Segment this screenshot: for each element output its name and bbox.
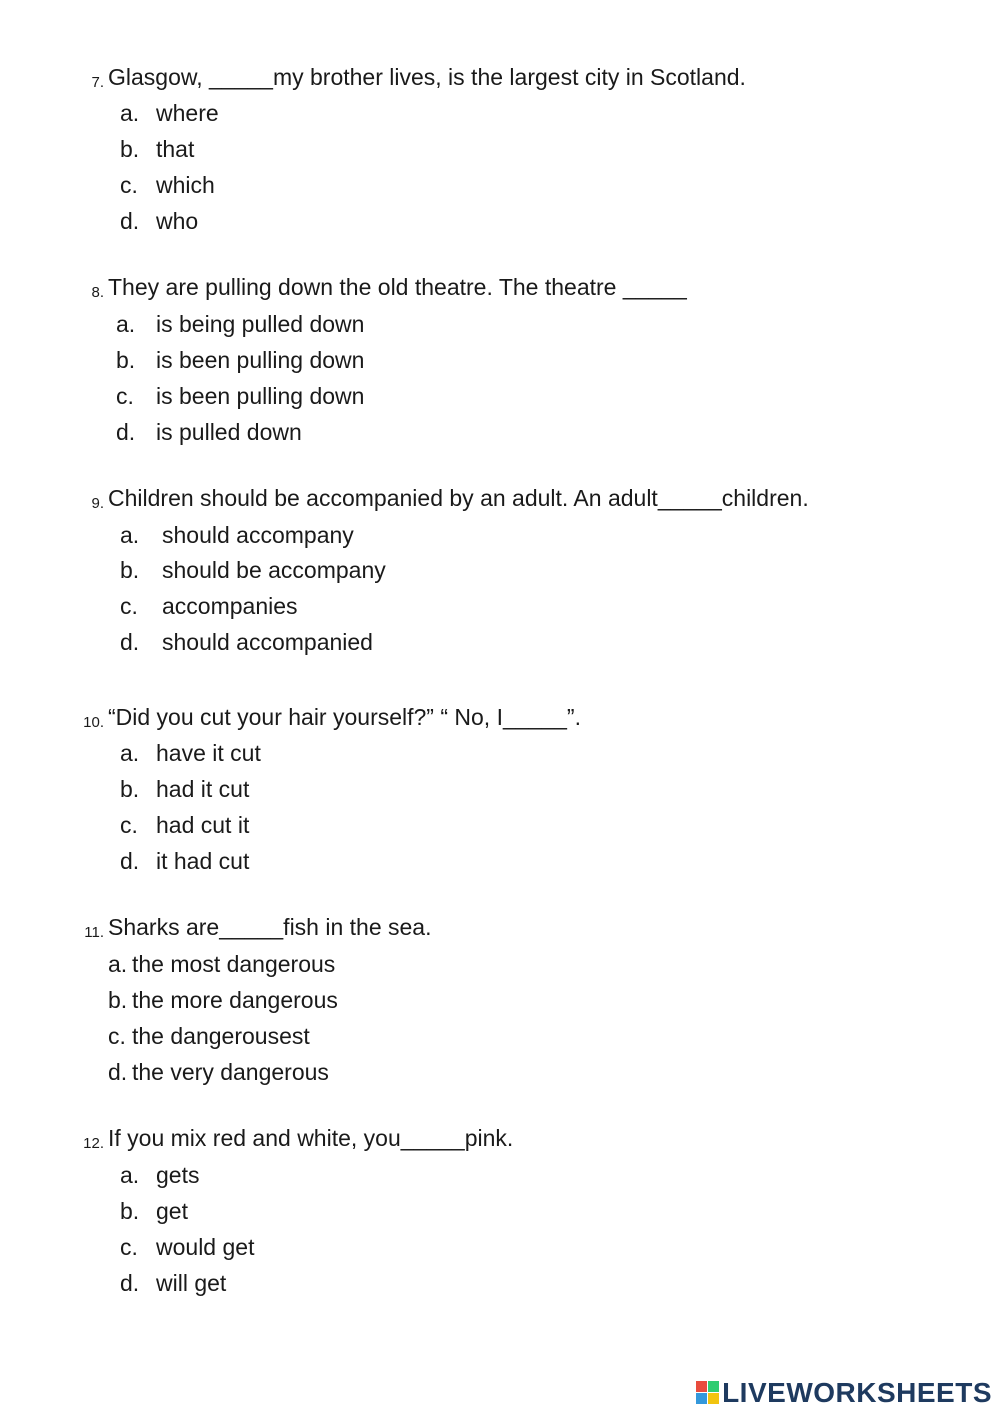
option-letter: d. xyxy=(116,419,136,445)
option-text: the most dangerous xyxy=(132,951,336,977)
option-letter: a. xyxy=(108,951,128,977)
option-letter: c. xyxy=(116,383,134,409)
logo-text: LIVEWORKSHEETS xyxy=(722,1377,992,1408)
option-text: get xyxy=(156,1198,188,1224)
option-text: it had cut xyxy=(156,848,250,874)
question-number: 7. xyxy=(91,74,104,91)
option-text: should accompanied xyxy=(162,629,373,655)
question-number: 11. xyxy=(84,924,104,941)
option-text: where xyxy=(156,100,219,126)
option-text: had cut it xyxy=(156,812,250,838)
question-text: Sharks are_____fish in the sea. xyxy=(108,914,432,940)
option-letter: a. xyxy=(120,522,140,548)
question-number: 10. xyxy=(83,714,104,731)
option-letter: d. xyxy=(120,208,140,234)
liveworksheets-logo-icon xyxy=(696,1381,720,1405)
option-text: is pulled down xyxy=(156,419,302,445)
option-text: should accompany xyxy=(162,522,354,548)
option-text: that xyxy=(156,136,195,162)
option-letter: b. xyxy=(120,557,140,583)
option-text: had it cut xyxy=(156,776,250,802)
question-text: Children should be accompanied by an adult. An adult_____children. xyxy=(108,485,809,511)
option-letter: c. xyxy=(120,1234,138,1260)
question-text: Glasgow, _____my brother lives, is the largest city in Scotland. xyxy=(108,64,746,90)
option-text: should be accompany xyxy=(162,557,386,583)
option-text: is been pulling down xyxy=(156,347,365,373)
question-text: “Did you cut your hair yourself?” “ No, I_____”. xyxy=(108,704,581,730)
option-text: will get xyxy=(156,1270,227,1296)
option-letter: b. xyxy=(120,776,140,802)
option-letter: a. xyxy=(120,740,140,766)
option-letter: d. xyxy=(108,1059,128,1085)
question-number: 12. xyxy=(83,1135,104,1152)
option-text: the dangerousest xyxy=(132,1023,310,1049)
option-text: the more dangerous xyxy=(132,987,338,1013)
option-letter: b. xyxy=(108,987,128,1013)
liveworksheets-logo[interactable] xyxy=(696,1378,992,1408)
question-text: If you mix red and white, you_____pink. xyxy=(108,1125,514,1151)
option-letter: c. xyxy=(120,172,138,198)
option-text: would get xyxy=(156,1234,255,1260)
option-letter: d. xyxy=(120,629,140,655)
question-number: 8. xyxy=(91,284,104,301)
option-text: is being pulled down xyxy=(156,311,365,337)
option-text: who xyxy=(156,208,199,234)
option-letter: c. xyxy=(120,593,138,619)
option-letter: c. xyxy=(120,812,138,838)
option-letter: c. xyxy=(108,1023,126,1049)
option-text: accompanies xyxy=(162,593,298,619)
option-text: gets xyxy=(156,1162,200,1188)
option-letter: b. xyxy=(120,136,140,162)
question-text: They are pulling down the old theatre. The theatre _____ xyxy=(108,274,687,300)
option-text: have it cut xyxy=(156,740,261,766)
option-text: which xyxy=(156,172,215,198)
option-letter: b. xyxy=(116,347,136,373)
question-number: 9. xyxy=(91,495,104,512)
option-letter: d. xyxy=(120,1270,140,1296)
option-letter: a. xyxy=(116,311,136,337)
option-letter: d. xyxy=(120,848,140,874)
option-text: is been pulling down xyxy=(156,383,365,409)
option-text: the very dangerous xyxy=(132,1059,329,1085)
option-letter: a. xyxy=(120,100,140,126)
option-letter: a. xyxy=(120,1162,140,1188)
option-letter: b. xyxy=(120,1198,140,1224)
